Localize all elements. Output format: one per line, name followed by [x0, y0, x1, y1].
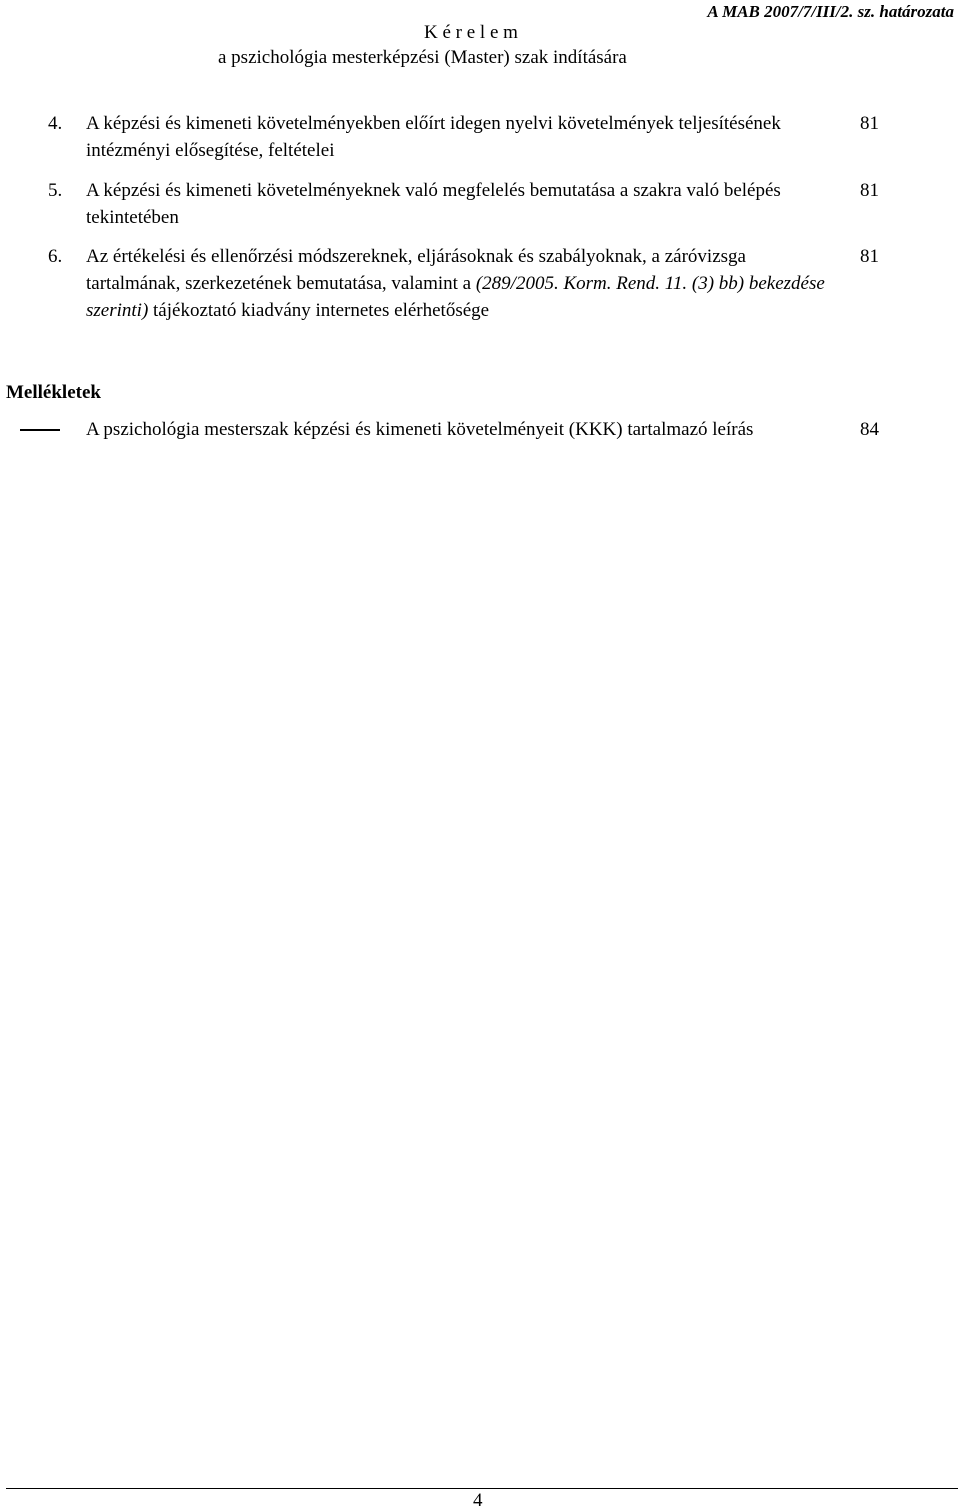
- toc-item-text-part2: tájékoztató kiadvány internetes elérhetősége: [148, 300, 490, 321]
- toc-item-text: [86, 243, 836, 324]
- annex-item-text: A pszichológia mesterszak képzési és kimeneti követelményeit (KKK) tartalmazó leírás: [86, 419, 754, 440]
- toc-item-text: A képzési és kimeneti követelményekben előírt idegen nyelvi követelmények teljesítésének intézményi elősegítése, feltételei: [86, 113, 781, 161]
- footer-divider: [6, 1488, 958, 1489]
- toc-item-number: 4.: [48, 113, 63, 134]
- dash-bullet-icon: [20, 429, 60, 431]
- toc-item-text: A képzési és kimeneti követelményeknek való megfelelés bemutatása a szakra való belépés tekintetében: [86, 180, 781, 228]
- annex-item-page: 84: [860, 419, 879, 440]
- document-subtitle: a pszichológia mesterképzési (Master) szak indítására: [218, 47, 627, 68]
- document-reference: A MAB 2007/7/III/2. sz. határozata: [707, 2, 954, 21]
- toc-item-number: 6.: [48, 246, 63, 267]
- toc-item-number: 5.: [48, 180, 63, 201]
- toc-item-page: 81: [860, 246, 879, 267]
- toc-item-text-legal-ref: (289/2005. Korm. Rend. 11. (3) bb) bekezdése szerinti): [86, 273, 825, 321]
- document-title: K é r e l e m: [424, 22, 518, 43]
- toc-item-page: 81: [860, 180, 879, 201]
- toc-item-text-part1: Az értékelési és ellenőrzési módszereknek, eljárásoknak és szabályoknak, a záróvizsga tartalmának, szerkezetének bemutatása, valamint a: [86, 246, 746, 294]
- footer-page-number: 4: [473, 1490, 483, 1511]
- annex-section-title: Mellékletek: [6, 382, 101, 403]
- toc-item-page: 81: [860, 113, 879, 134]
